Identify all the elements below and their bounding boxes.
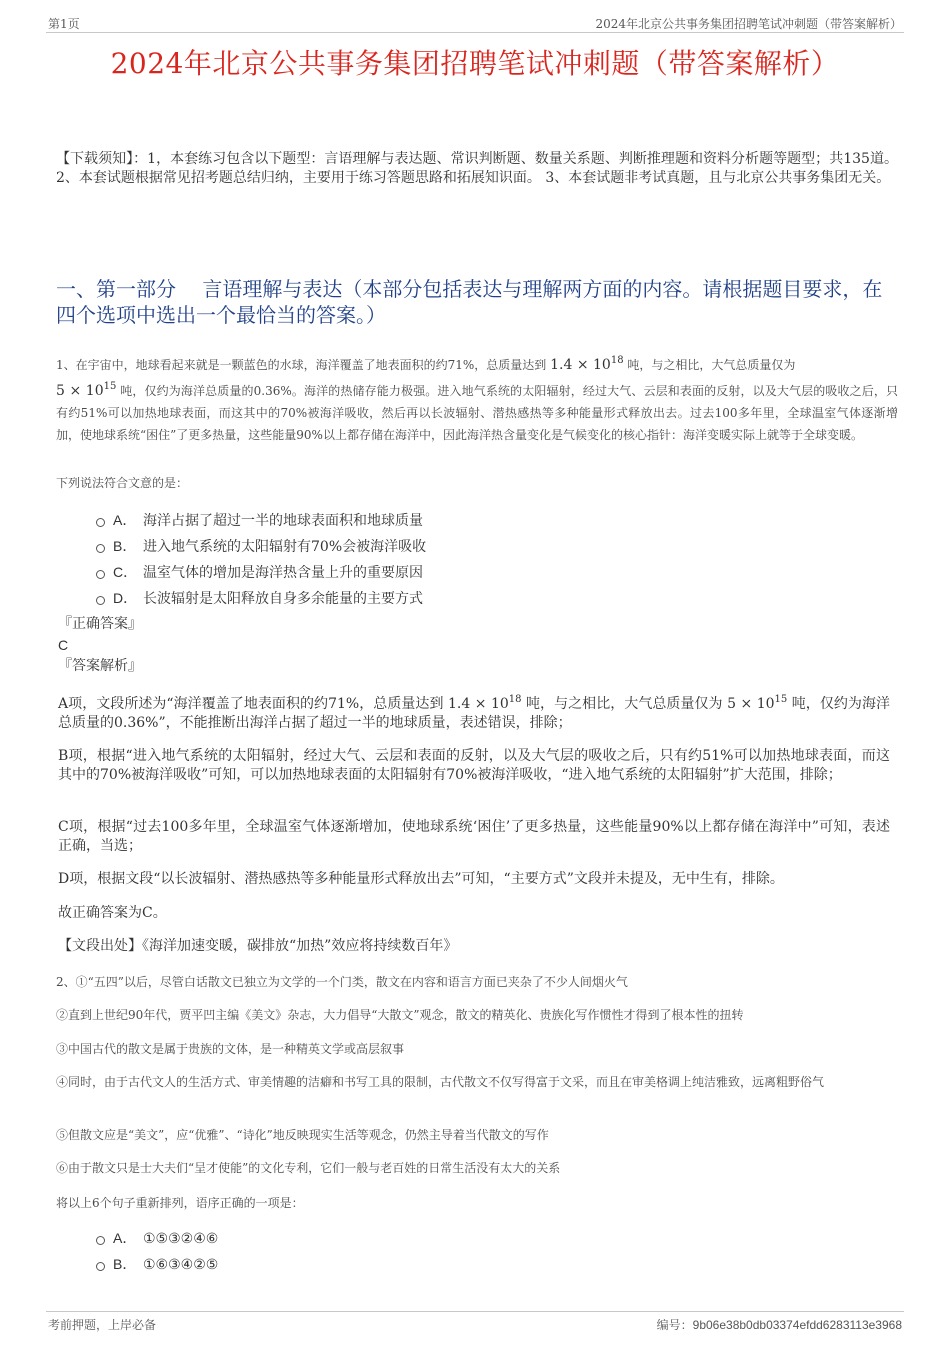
footer-slogan: 考前押题，上岸必备 xyxy=(48,1318,157,1332)
analysis-b: B项，根据“进入地气系统的太阳辐射，经过大气、云层和表面的反射，以及大气层的吸收之后，只有约51%可以加热地球表面，而这其中的70%被海洋吸收”可知，可以加热地球表面的太阳辐射有70%被海洋吸收，“进入地气系统的太阳辐射”扩大范围，排除； xyxy=(58,748,890,783)
q1-text-b: 吨，与之相比，大气总质量仅为 xyxy=(623,358,796,372)
document-title: 2024年北京公共事务集团招聘笔试冲刺题（带答案解析） xyxy=(110,47,840,80)
question-1-options xyxy=(96,507,426,611)
radio-icon[interactable] xyxy=(96,1236,105,1245)
analysis-label: 『答案解析』 xyxy=(58,658,142,674)
radio-icon[interactable] xyxy=(96,518,105,527)
source-citation: 【文段出处】《海洋加速变暖，碳排放“加热”效应将持续数百年》 xyxy=(58,938,458,954)
analysis-c: C项，根据“过去100多年里，全球温室气体逐渐增加，使地球系统‘困住’了更多热量，这些能量90%以上都存储在海洋中”可知，表述正确，当选； xyxy=(58,819,890,854)
air-mass-formula: $5 \times 10^{15}$ xyxy=(56,381,117,399)
option-a[interactable]: A． ①⑤③②④⑥ xyxy=(96,1225,218,1251)
sentence-2: ②直到上世纪90年代，贾平凹主编《美文》杂志，大力倡导“大散文”观念，散文的精英化、贵族化写作惯性才得到了根本性的扭转 xyxy=(56,1008,744,1022)
answer-block xyxy=(58,614,142,677)
footer-code: 编号：9b06e38b0db03374efdd6283113e3968 xyxy=(656,1318,902,1332)
radio-icon[interactable] xyxy=(96,570,105,579)
sentence-4: ④同时，由于古代文人的生活方式、审美情趣的洁癖和书写工具的限制，古代散文不仅写得富于文采，而且在审美格调上纯洁雅致，远离粗野俗气 xyxy=(56,1075,825,1089)
analysis-d: D项，根据文段“以长波辐射、潜热感热等多种能量形式释放出去”可知，“主要方式”文段并未提及，无中生有，排除。 xyxy=(58,871,784,887)
option-c[interactable]: C． 温室气体的增加是海洋热含量上升的重要原因 xyxy=(96,559,426,585)
answer-label: 『正确答案』 xyxy=(58,616,142,632)
question-2-prompt: 将以上6个句子重新排列，语序正确的一项是： xyxy=(56,1196,304,1210)
question-1-passage xyxy=(56,350,898,446)
question-2-options xyxy=(96,1225,218,1277)
question-2-stem: 2、①“五四”以后，尽管白话散文已独立为文学的一个门类，散文在内容和语言方面已夹杂了不少人间烟火气 xyxy=(56,975,628,989)
option-a[interactable]: A． 海洋占据了超过一半的地球表面积和地球质量 xyxy=(96,507,426,533)
sentence-3: ③中国古代的散文是属于贵族的文体，是一种精英文学或高层叙事 xyxy=(56,1042,405,1056)
option-d[interactable]: D． 长波辐射是太阳释放自身多余能量的主要方式 xyxy=(96,585,426,611)
q1-text-c: 吨，仅约为海洋总质量的0.36%。海洋的热储存能力极强。进入地气系统的太阳辐射，经过大气、云层和表面的反射，以及大气层的吸收之后，只有约51%可以加热地球表面，而这其中的70%被海洋吸收，然后再以长波辐射、潜热感热等多种能量形式释放出去。过去100多年里，全球温室气体逐渐增加，使地球系统“困住”了更多热量，这些能量90%以上都存储在海洋中，因此海洋热含量变化是气候变化的核心指针：海洋变暖实际上就等于全球变暖。 xyxy=(56,384,898,442)
page-footer xyxy=(46,1311,904,1332)
download-notice: 【下载须知】：1，本套练习包含以下题型：言语理解与表达题、常识判断题、数量关系题、判断推理题和资料分析题等题型；共135道。 2、本套试题根据常见招考题总结归纳，主要用于练习答题思路和拓展知识面。 3、本套试题非考试真题，且与北京公共事务集团无关。 xyxy=(56,151,898,186)
radio-icon[interactable] xyxy=(96,544,105,553)
answer-value: C xyxy=(58,637,69,653)
sentence-5: ⑤但散文应是“美文”，应“优雅”、“诗化”地反映现实生活等观念，仍然主导着当代散文的写作 xyxy=(56,1128,549,1142)
sentence-6: ⑥由于散文只是士大夫们“呈才使能”的文化专利，它们一般与老百姓的日常生活没有太大的关系 xyxy=(56,1161,561,1175)
radio-icon[interactable] xyxy=(96,1262,105,1271)
option-b[interactable]: B． 进入地气系统的太阳辐射有70%会被海洋吸收 xyxy=(96,533,426,559)
ocean-mass-formula: $1.4 \times 10^{18}$ xyxy=(550,355,624,373)
option-b[interactable]: B． ①⑥③④②⑤ xyxy=(96,1251,218,1277)
radio-icon[interactable] xyxy=(96,596,105,605)
question-1-prompt: 下列说法符合文意的是： xyxy=(56,476,189,490)
page-header xyxy=(46,14,904,33)
analysis-a: A项，文段所述为“海洋覆盖了地表面积的约71%，总质量达到 $1.4 \times 10^{18}$ 吨，与之相比，大气总质量仅为 $5 \times 10^{15}$ 吨，仅约为海洋总质量的0.36%”，不能推断出海洋占据了超过一半的地球质量，表述错误，排除； xyxy=(58,694,890,731)
page-number: 第1页 xyxy=(48,17,80,31)
header-doc-title: 2024年北京公共事务集团招聘笔试冲刺题（带答案解析） xyxy=(595,17,902,31)
conclusion: 故正确答案为C。 xyxy=(58,905,167,921)
section-heading: 一、第一部分 言语理解与表达（本部分包括表达与理解两方面的内容。请根据题目要求，在四个选项中选出一个最恰当的答案。） xyxy=(56,277,883,327)
q1-text-a: 1、在宇宙中，地球看起来就是一颗蓝色的水球，海洋覆盖了地表面积的约71%，总质量达到 xyxy=(56,358,551,372)
